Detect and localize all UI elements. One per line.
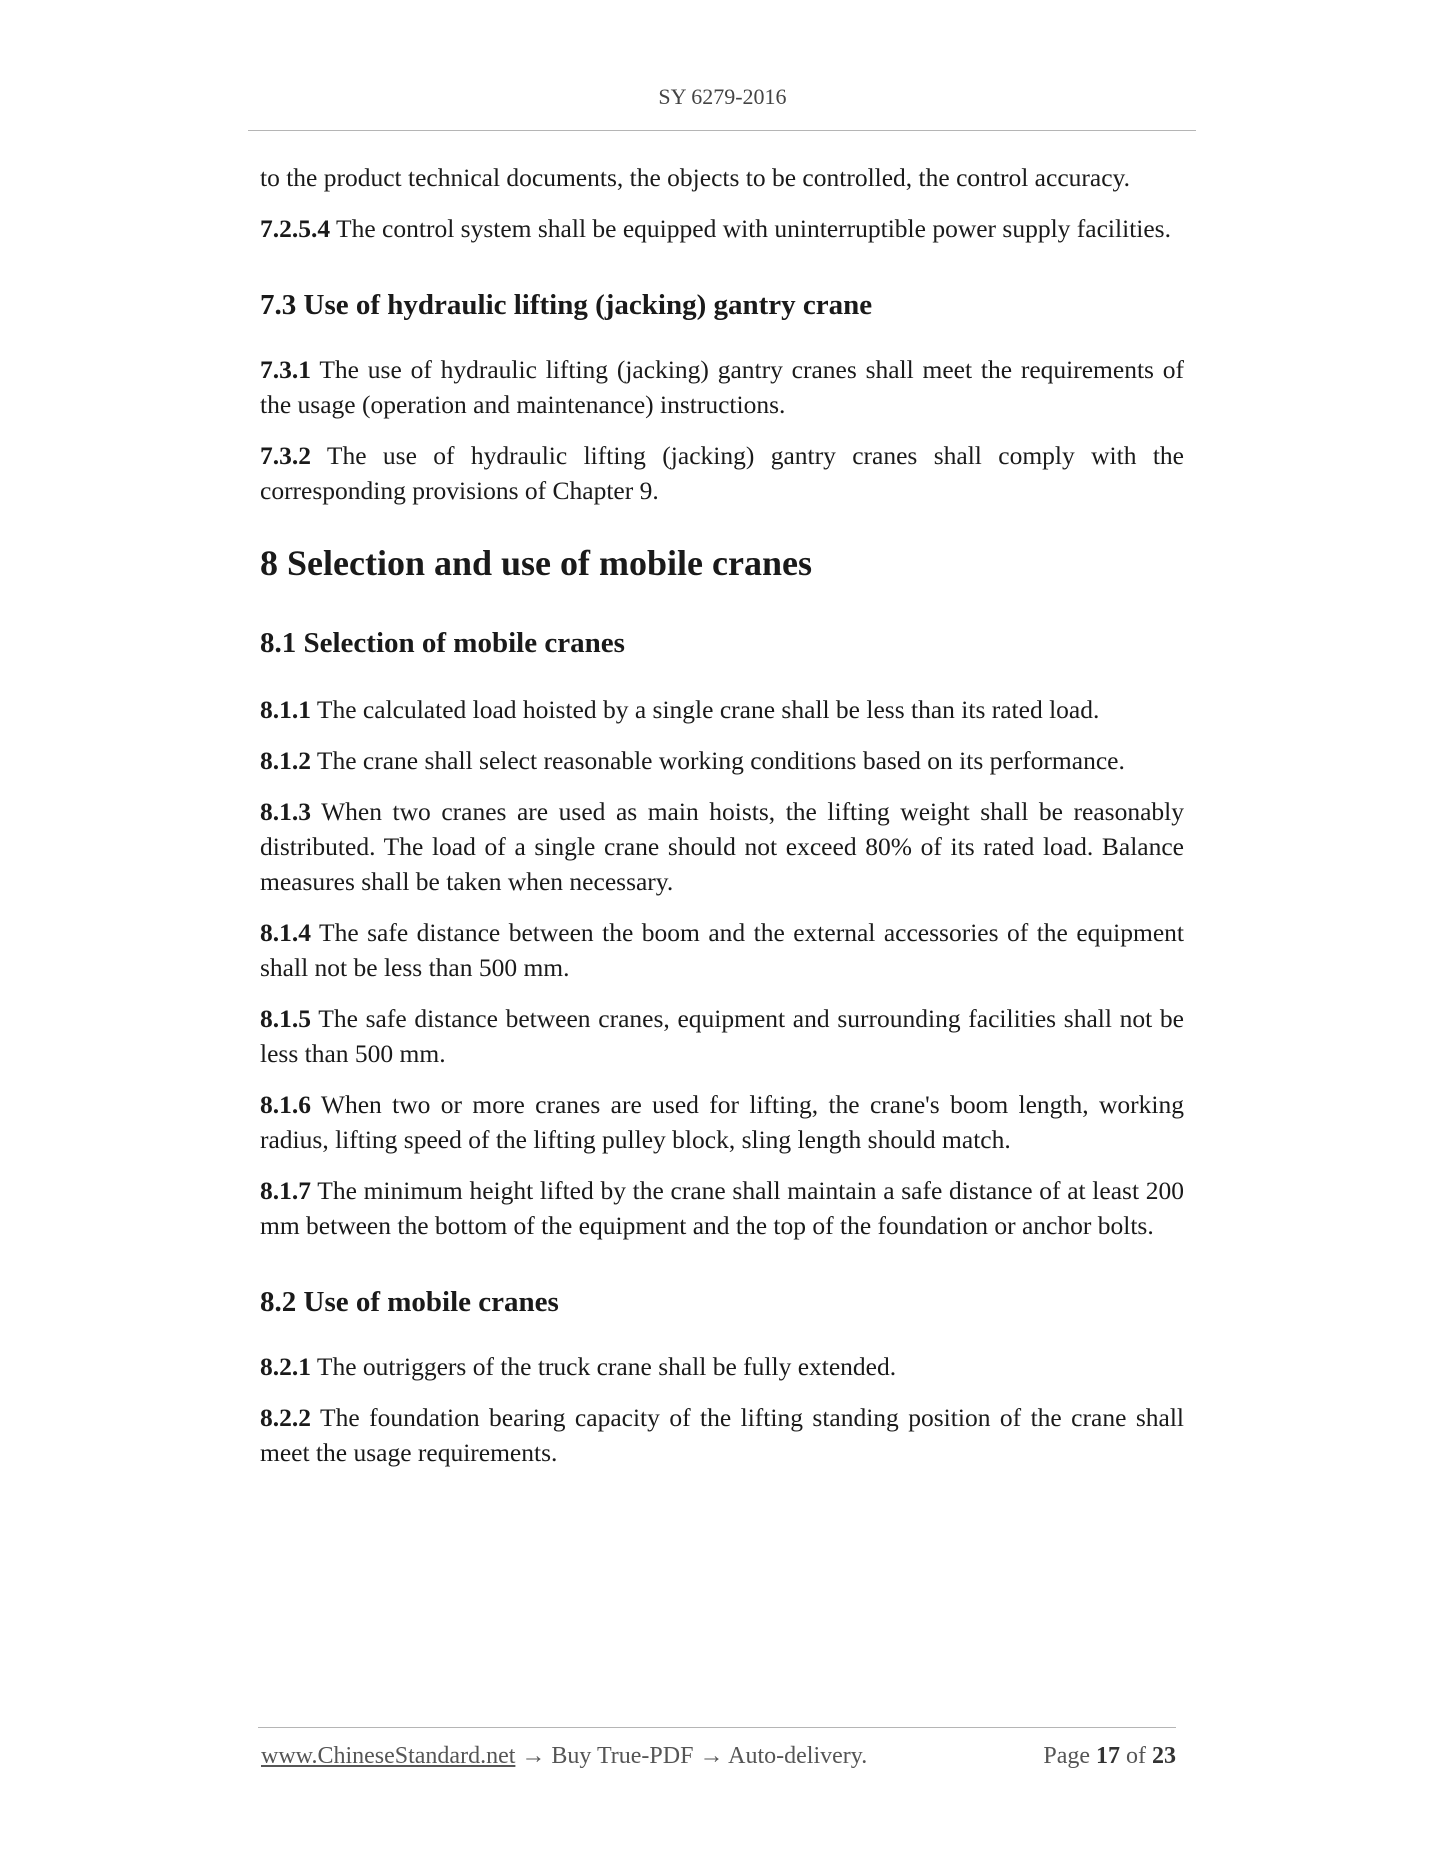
- clause-text: The calculated load hoisted by a single crane shall be less than its rated load.: [311, 695, 1100, 724]
- page-body: [260, 160, 1184, 1470]
- heading-8-1: 8.1 Selection of mobile cranes: [260, 627, 625, 659]
- clause-number: 8.1.1: [260, 695, 311, 724]
- clause-number: 8.1.6: [260, 1090, 311, 1119]
- header-divider: [248, 130, 1196, 131]
- heading-7-3: 7.3 Use of hydraulic lifting (jacking) gantry crane: [260, 289, 873, 321]
- clause-number: 8.1.7: [260, 1176, 311, 1205]
- clause-number: 8.1.4: [260, 918, 311, 947]
- footer-divider: [258, 1727, 1176, 1728]
- clause-text: The control system shall be equipped with uninterruptible power supply facilities.: [330, 214, 1171, 243]
- total-pages-number: 23: [1152, 1743, 1176, 1769]
- current-page-number: 17: [1096, 1743, 1120, 1769]
- paragraph-8-2-2: [260, 1400, 1184, 1470]
- paragraph-8-1-5: [260, 1001, 1184, 1071]
- clause-text: The use of hydraulic lifting (jacking) gantry cranes shall meet the requirements of the usage (operation and maintenance) instructions.: [260, 355, 1184, 419]
- clause-number: 7.3.2: [260, 441, 311, 470]
- clause-text: When two cranes are used as main hoists, the lifting weight shall be reasonably distributed. The load of a single crane should not exceed 80% of its rated load. Balance measures shall be taken when necessary.: [260, 797, 1184, 896]
- buy-pdf-text: Buy True-PDF: [551, 1743, 694, 1769]
- page-label: Page: [1043, 1743, 1090, 1769]
- paragraph-8-1-3: [260, 794, 1184, 899]
- heading-8-2: 8.2 Use of mobile cranes: [260, 1286, 559, 1318]
- clause-text: The minimum height lifted by the crane shall maintain a safe distance of at least 200 mm between the bottom of the equipment and the top of the foundation or anchor bolts.: [260, 1176, 1184, 1240]
- footer-promo: [261, 1743, 867, 1770]
- clause-text: When two or more cranes are used for lifting, the crane's boom length, working radius, lifting speed of the lifting pulley block, sling length should match.: [260, 1090, 1184, 1154]
- arrow-right-icon: →: [693, 1743, 729, 1769]
- heading-chapter-8: 8 Selection and use of mobile cranes: [260, 543, 812, 583]
- paragraph-continued: [260, 160, 1184, 195]
- clause-number: 8.1.5: [260, 1004, 311, 1033]
- header-standard-code: SY 6279-2016: [658, 84, 787, 109]
- paragraph-7-3-1: [260, 352, 1184, 422]
- clause-number: 8.1.2: [260, 746, 311, 775]
- clause-number: 7.2.5.4: [260, 214, 331, 243]
- paragraph-8-1-6: [260, 1087, 1184, 1157]
- paragraph-8-1-7: [260, 1173, 1184, 1243]
- paragraph-8-1-1: [260, 692, 1184, 727]
- clause-text: The outriggers of the truck crane shall be fully extended.: [311, 1352, 897, 1381]
- clause-text: The crane shall select reasonable working conditions based on its performance.: [311, 746, 1125, 775]
- paragraph-7-2-5-4: [260, 211, 1184, 246]
- paragraph-8-2-1: [260, 1349, 1184, 1384]
- clause-number: 8.1.3: [260, 797, 311, 826]
- auto-delivery-text: Auto-delivery.: [728, 1743, 868, 1769]
- clause-text: The foundation bearing capacity of the lifting standing position of the crane shall meet the usage requirements.: [260, 1403, 1184, 1467]
- paragraph-text: to the product technical documents, the objects to be controlled, the control accuracy.: [260, 163, 1130, 192]
- paragraph-7-3-2: [260, 438, 1184, 508]
- paragraph-8-1-4: [260, 915, 1184, 985]
- paragraph-8-1-2: [260, 743, 1184, 778]
- clause-number: 8.2.1: [260, 1352, 311, 1381]
- clause-number: 7.3.1: [260, 355, 311, 384]
- clause-text: The use of hydraulic lifting (jacking) gantry cranes shall comply with the corresponding provisions of Chapter 9.: [260, 441, 1184, 505]
- page-counter: [1043, 1743, 1176, 1770]
- clause-number: 8.2.2: [260, 1403, 311, 1432]
- of-label: of: [1126, 1743, 1146, 1769]
- clause-text: The safe distance between cranes, equipment and surrounding facilities shall not be less than 500 mm.: [260, 1004, 1184, 1068]
- site-link[interactable]: www.ChineseStandard.net: [261, 1743, 516, 1769]
- arrow-right-icon: →: [515, 1743, 552, 1769]
- clause-text: The safe distance between the boom and the external accessories of the equipment shall not be less than 500 mm.: [260, 918, 1184, 982]
- page-footer: [261, 1743, 1176, 1775]
